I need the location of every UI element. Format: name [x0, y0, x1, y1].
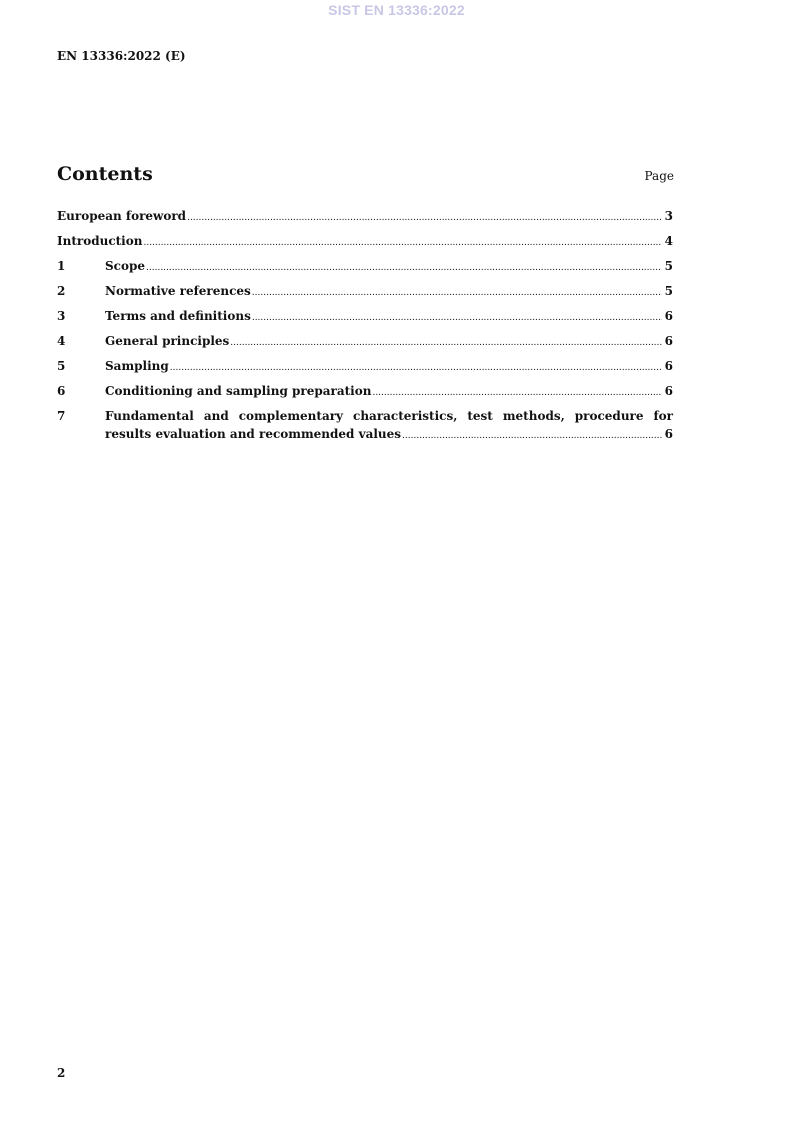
toc-entry-title[interactable]: Sampling — [105, 359, 169, 373]
toc-line — [105, 332, 673, 352]
document-id: EN 13336:2022 (E) — [57, 49, 186, 63]
toc-entry-title[interactable]: General principles — [105, 334, 230, 348]
page-number: 2 — [57, 1066, 66, 1080]
dot-leader — [372, 384, 661, 402]
toc-entry-fundamental-characteristics[interactable] — [57, 407, 673, 447]
toc-line — [105, 357, 673, 377]
toc-entry-number: 6 — [57, 384, 66, 398]
toc-entry-general-principles[interactable] — [57, 332, 673, 357]
toc-entry-body — [105, 407, 673, 445]
toc-entry-title[interactable]: European foreword — [57, 209, 187, 223]
toc-line — [105, 425, 673, 445]
toc-entry-introduction[interactable] — [57, 232, 673, 257]
dot-leader — [187, 209, 662, 227]
toc-entry-body — [105, 282, 673, 302]
toc-entry-page[interactable]: 6 — [664, 309, 673, 323]
dot-leader — [230, 334, 661, 352]
toc-entry-title-line-1[interactable]: Fundamental and complementary characteristics, test methods, procedure for — [105, 409, 673, 423]
watermark: SIST EN 13336:2022 — [328, 2, 465, 18]
dot-leader — [252, 309, 662, 327]
toc-line — [105, 282, 673, 302]
toc-entry-scope[interactable] — [57, 257, 673, 282]
page-column-label: Page — [644, 169, 674, 183]
toc-line — [105, 257, 673, 277]
toc-entry-body — [105, 382, 673, 402]
toc-entry-normative-references[interactable] — [57, 282, 673, 307]
toc-line — [105, 382, 673, 402]
toc-entry-page[interactable]: 5 — [664, 284, 673, 298]
toc-entry-title[interactable]: Introduction — [57, 234, 143, 248]
toc-entry-number: 2 — [57, 284, 66, 298]
toc-entry-title[interactable]: Normative references — [105, 284, 251, 298]
dot-leader — [143, 234, 661, 252]
toc-line — [105, 307, 673, 327]
dot-leader — [146, 259, 662, 277]
toc-entry-number: 1 — [57, 259, 66, 273]
toc-entry-page[interactable]: 5 — [664, 259, 673, 273]
contents-header — [57, 163, 674, 189]
toc-entry-title[interactable]: Conditioning and sampling preparation — [105, 384, 372, 398]
toc-entry-number: 5 — [57, 359, 66, 373]
toc-entry-body — [105, 332, 673, 352]
toc-entry-page[interactable]: 6 — [664, 384, 673, 398]
toc-entry-body — [105, 257, 673, 277]
toc-entry-title[interactable]: Terms and definitions — [105, 309, 251, 323]
table-of-contents — [57, 207, 673, 447]
toc-entry-terms-and-definitions[interactable] — [57, 307, 673, 332]
toc-line — [57, 207, 673, 227]
toc-entry-title[interactable]: Scope — [105, 259, 146, 273]
toc-entry-body — [105, 307, 673, 327]
toc-entry-page[interactable]: 6 — [664, 427, 673, 441]
toc-entry-page[interactable]: 4 — [664, 234, 673, 248]
toc-line — [57, 232, 673, 252]
toc-entry-conditioning[interactable] — [57, 382, 673, 407]
contents-title: Contents — [57, 163, 153, 185]
toc-entry-title-line-2[interactable]: results evaluation and recommended values — [105, 427, 402, 441]
toc-entry-sampling[interactable] — [57, 357, 673, 382]
toc-entry-page[interactable]: 3 — [664, 209, 673, 223]
toc-entry-page[interactable]: 6 — [664, 359, 673, 373]
toc-entry-european-foreword[interactable] — [57, 207, 673, 232]
toc-entry-number: 3 — [57, 309, 66, 323]
toc-entry-body — [57, 232, 673, 252]
dot-leader — [252, 284, 662, 302]
toc-entry-page[interactable]: 6 — [664, 334, 673, 348]
toc-entry-body — [105, 357, 673, 377]
toc-entry-number: 7 — [57, 409, 66, 423]
toc-entry-body — [57, 207, 673, 227]
toc-entry-number: 4 — [57, 334, 66, 348]
dot-leader — [402, 427, 662, 445]
dot-leader — [170, 359, 662, 377]
